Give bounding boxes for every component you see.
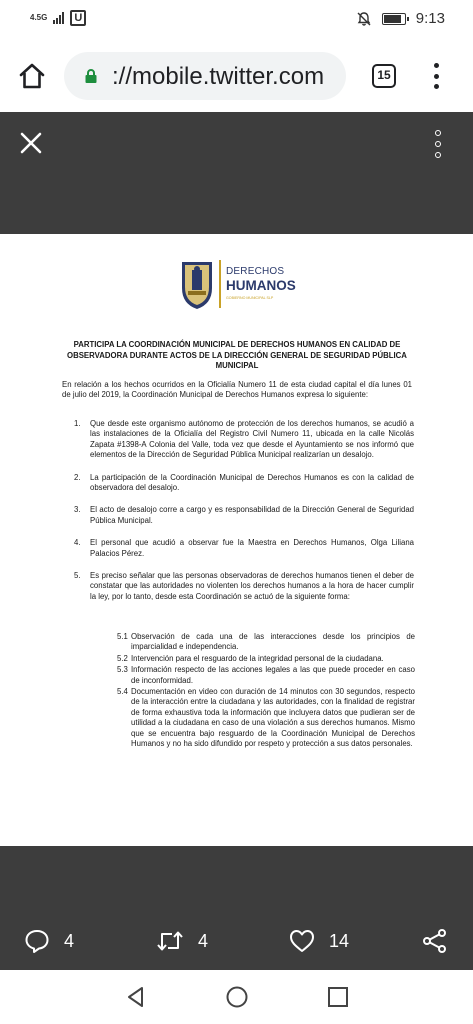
- battery-icon: [382, 13, 406, 25]
- close-icon[interactable]: [18, 130, 44, 156]
- mute-bell-icon: [356, 11, 372, 27]
- list-item: 2. La participación de la Coordinación Municipal de Derechos Humanos es con la calidad de observadora del desalojo.: [74, 472, 414, 493]
- back-icon[interactable]: [124, 985, 148, 1009]
- reply-count: 4: [64, 930, 75, 951]
- list-item: 5. Es preciso señalar que las personas observadoras de derechos humanos tienen el deber de constatar que las autoridades no violenten los derechos humanos a la hora de hacer cumplir la ley, por lo tanto, desde esta Coordinación se actuó de la siguiente forma:: [74, 571, 414, 601]
- browser-toolbar: [0, 40, 473, 112]
- status-left: [30, 10, 86, 26]
- retweet-icon: [156, 928, 184, 954]
- signal-icon: [53, 12, 64, 24]
- logo-line-2: HUMANOS: [226, 278, 296, 293]
- like-count: 14: [329, 930, 350, 951]
- retweet-count: 4: [198, 930, 209, 951]
- coat-of-arms-icon: [180, 258, 214, 310]
- tweet-actions-bar: [0, 846, 473, 970]
- logo-line-1: DERECHOS: [226, 266, 285, 277]
- system-navigation-bar: [0, 970, 473, 1024]
- logo-divider: [219, 260, 221, 308]
- lock-icon: [84, 69, 98, 83]
- document-list: [74, 419, 414, 614]
- logo-line-3: GOBIERNO MUNICIPAL SLP: [226, 296, 274, 300]
- home-icon[interactable]: [18, 62, 46, 90]
- reply-icon: [24, 928, 50, 954]
- document-title: PARTICIPA LA COORDINACIÓN MUNICIPAL DE DERECHOS HUMANOS EN CALIDAD DE OBSERVADORA DURANTE ACTOS DE LA DIRECCIÓN GENERAL DE SEGURIDAD PÚBLICA MUNICIPAL: [67, 340, 407, 370]
- like-button[interactable]: [289, 928, 349, 954]
- recents-icon[interactable]: [326, 985, 350, 1009]
- sublist-item: 5.1 Observación de cada una de las interacciones desde los principios de imparcialidad e independencia.: [117, 632, 415, 652]
- address-bar[interactable]: [64, 52, 346, 100]
- sublist-item: 5.2 Intervención para el resguardo de la integridad personal de la ciudadana.: [117, 653, 384, 663]
- more-vertical-icon[interactable]: [432, 130, 444, 158]
- list-item: 4. El personal que acudió a observar fue la Maestra en Derechos Humanos, Olga Liliana Palacios Pérez.: [74, 538, 414, 558]
- share-button[interactable]: [422, 928, 448, 954]
- url-text: ://mobile.twitter.com: [112, 63, 325, 90]
- list-item: 3. El acto de desalojo corre a cargo y es responsabilidad de la Dirección General de Seguridad Pública Municipal.: [74, 505, 414, 525]
- retweet-button[interactable]: [156, 928, 208, 954]
- document-sublist: [117, 632, 415, 750]
- tab-switcher-button[interactable]: 15: [372, 64, 396, 88]
- browser-menu-icon[interactable]: [430, 63, 442, 89]
- sublist-item: 5.3 Información respecto de las acciones legales a las que puede proceder en caso de inconformidad.: [117, 665, 415, 685]
- notification-app-icon: U: [70, 10, 86, 26]
- list-item: 1. Que desde este organismo autónomo de protección de los derechos humanos, se acudió a las instalaciones de la Oficialía del Registro Civil Numero 11, ubicada en la calle Nicolás Zapata #1398-A Colonia del Valle, toda vez que desde el Ayuntamiento se nos informó que elementos de la Dirección de Seguridad Pública Municipal realizarían un desalojo.: [74, 419, 414, 460]
- clock: 9:13: [415, 10, 445, 27]
- derechos-humanos-logo: [180, 258, 300, 314]
- network-type: 4.5G: [30, 13, 48, 22]
- heart-icon: [289, 928, 315, 954]
- reply-button[interactable]: [24, 928, 74, 954]
- home-circle-icon[interactable]: [225, 985, 249, 1009]
- status-right: [356, 10, 445, 27]
- document-intro: En relación a los hechos ocurridos en la Oficialía Numero 11 de esta ciudad capital el día lunes 01 de julio del 2019, la Coordinación Municipal de Derechos Humanos expresa lo siguiente:: [62, 380, 412, 400]
- status-bar: [0, 0, 473, 40]
- share-icon: [422, 928, 448, 954]
- sublist-item: 5.4 Documentación en video con duración de 14 minutos con 30 segundos, respecto de la interacción entre la ciudadana y las autoridades, con la finalidad de registrar de forma exhaustiva toda la información que incluyera datos que pudieran ser de utilidad a la ciudadana en caso de una violación a sus derechos humanos. Mismo que se encuentra bajo resguardo de la Coordinación Municipal de Derechos Humanos y no ha sido difundido por respeto y protección a sus datos personales.: [117, 687, 415, 749]
- document-image: [0, 234, 473, 846]
- media-viewer-header: [0, 112, 473, 234]
